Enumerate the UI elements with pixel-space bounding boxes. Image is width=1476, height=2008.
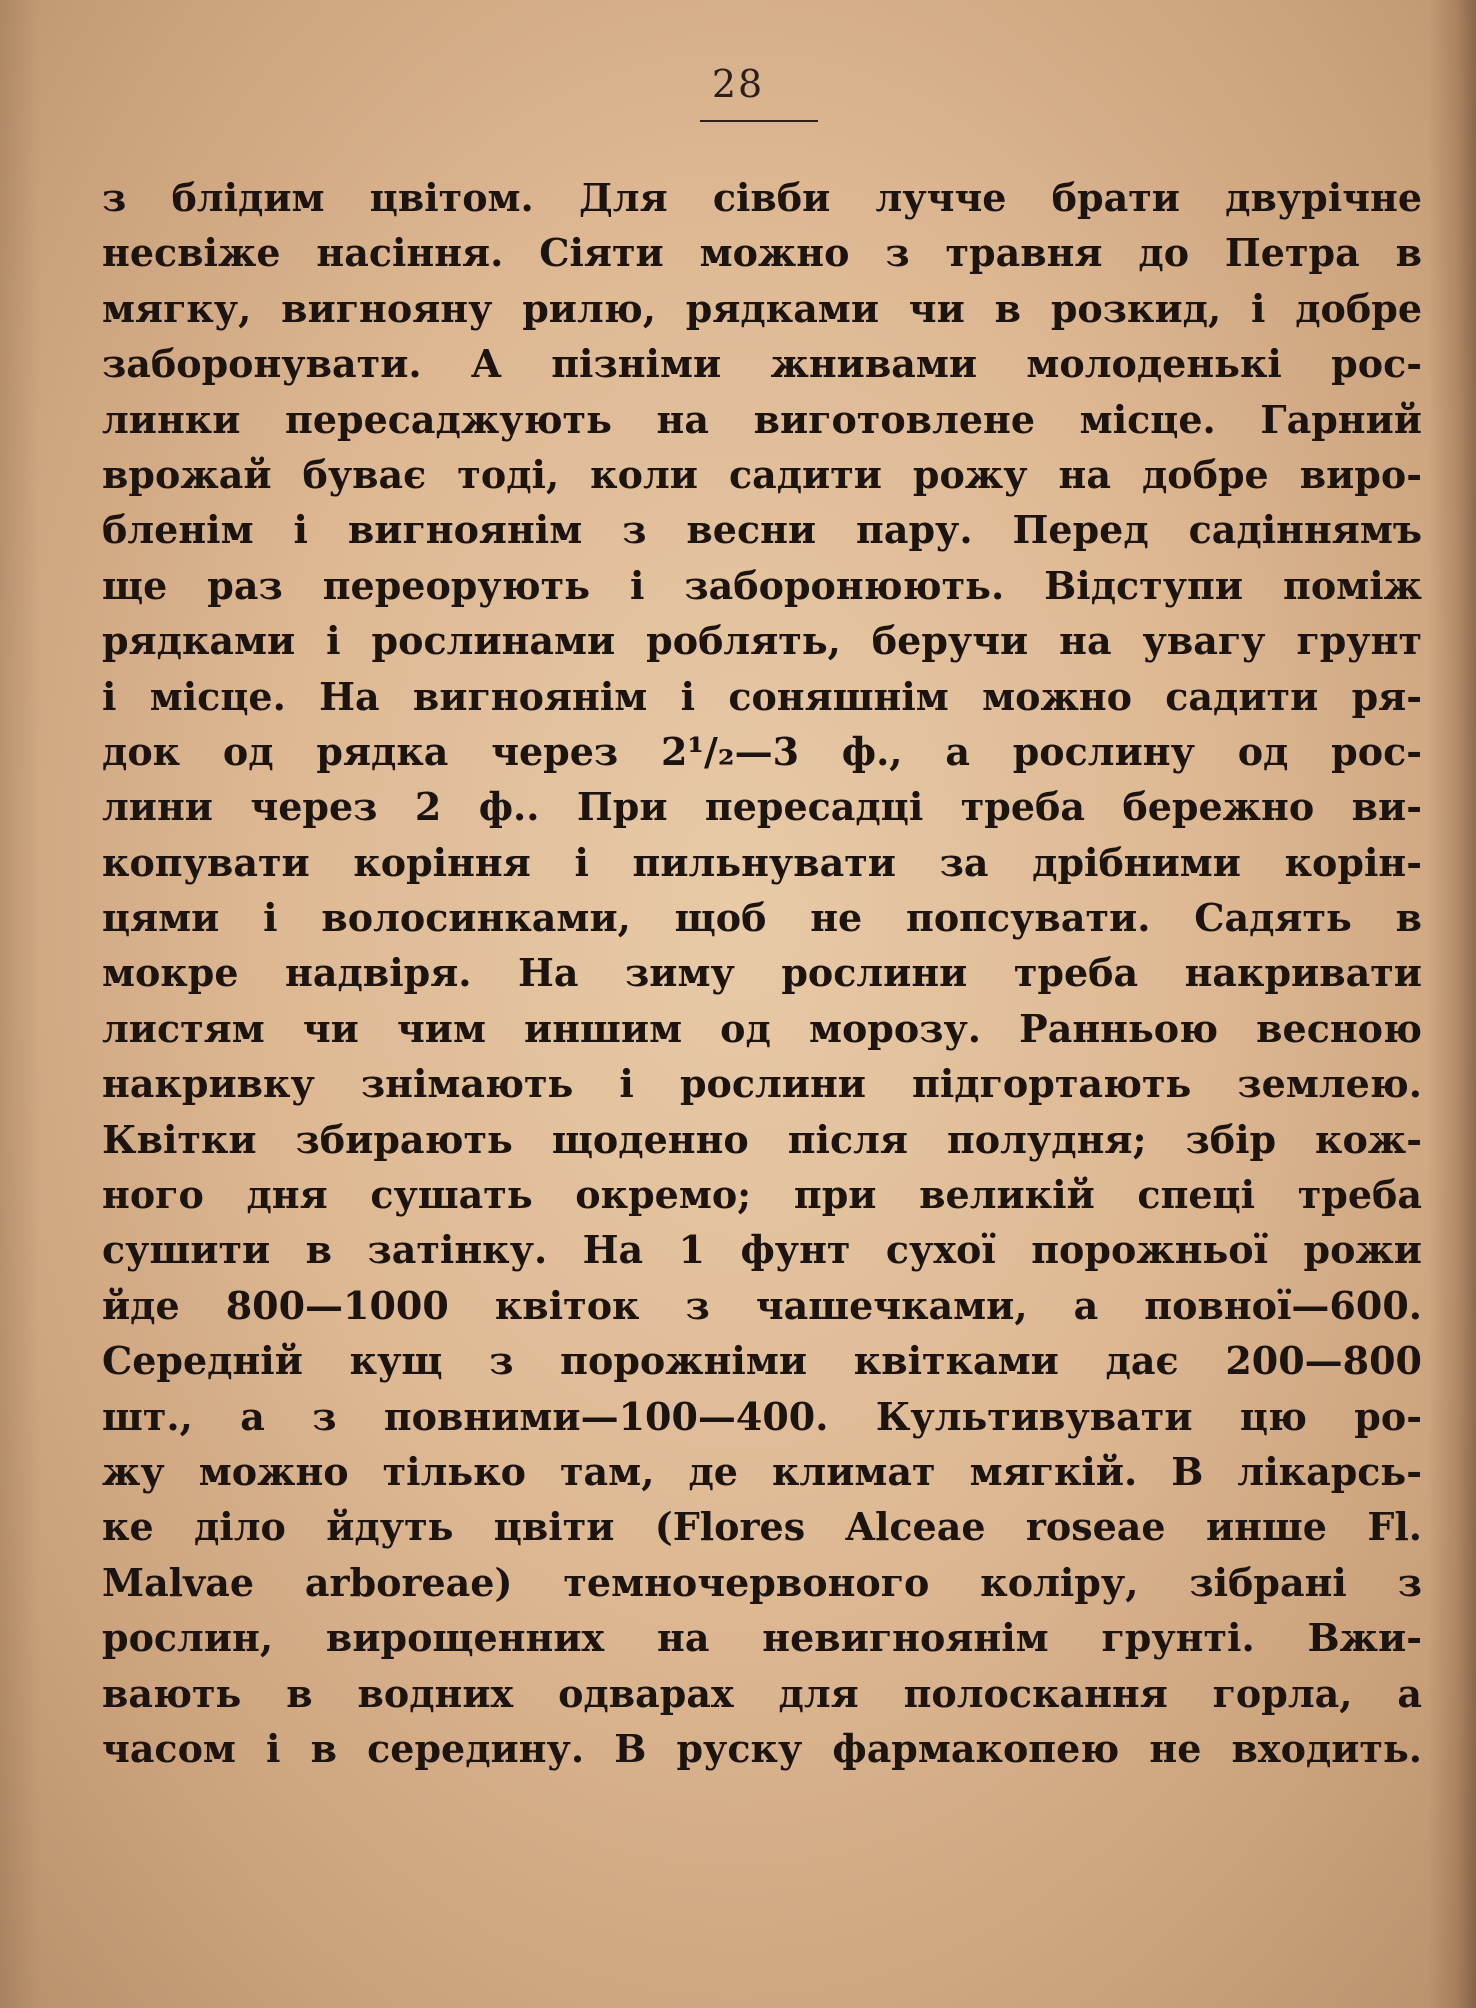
text-line: врожай буває тоді, коли садити рожу на добре виро- — [102, 451, 1422, 497]
text-line: мягку, вигнояну рилю, рядками чи в розкид, і добре — [102, 285, 1422, 331]
text-line: линки пересаджують на виготовлене місце. Гарний — [102, 396, 1422, 442]
text-line: шт., а з повними—100—400. Культивувати цю ро- — [102, 1393, 1422, 1439]
page-number-rule — [700, 120, 818, 122]
text-line: Квітки збирають щоденно після полудня; збір кож- — [102, 1116, 1422, 1162]
body-text — [102, 170, 1422, 1776]
text-line: ще раз переорують і заборонюють. Відступи поміж — [102, 562, 1422, 608]
text-line: ке діло йдуть цвіти (Flores Alceae roseae инше Fl. — [102, 1504, 1422, 1550]
text-line: лини через 2 ф.. При пересадці треба бережно ви- — [102, 784, 1422, 830]
text-line: копувати коріння і пильнувати за дрібними корін- — [102, 839, 1422, 885]
text-line: рядками і рослинами роблять, беручи на увагу грунт — [102, 618, 1422, 664]
text-line: і місце. На вигноянім і соняшнім можно садити ря- — [102, 673, 1422, 719]
page-edge-shadow-right — [1428, 0, 1476, 2008]
text-line: несвіже насіння. Сіяти можно з травня до Петра в — [102, 230, 1422, 276]
text-line: жу можно тілько там, де климат мягкій. В лікарсь- — [102, 1448, 1422, 1494]
text-line: йде 800—1000 квіток з чашечками, а повної—600. — [102, 1282, 1422, 1328]
text-line: рослин, вирощенних на невигноянім грунті. Вжи- — [102, 1615, 1422, 1661]
text-line: накривку знімають і рослини підгортають землею. — [102, 1061, 1422, 1107]
text-line: з блідим цвітом. Для сівби лучче брати двурічне — [102, 175, 1422, 220]
text-line: цями і волосинками, щоб не попсувати. Садять в — [102, 895, 1422, 941]
text-line: вають в водних одварах для полоскання горла, а — [102, 1670, 1422, 1716]
text-line: листям чи чим иншим од морозу. Ранньою весною — [102, 1005, 1422, 1051]
text-line: док од рядка через 2¹/₂—3 ф., а рослину од рос- — [102, 728, 1422, 774]
text-line: Середній кущ з порожніми квітками дає 200—800 — [102, 1338, 1422, 1384]
page-edge-shadow-left — [0, 0, 40, 2008]
text-line: сушити в затінку. На 1 фунт сухої порожньої рожи — [102, 1227, 1422, 1273]
page-number: 28 — [711, 62, 765, 106]
text-line: заборонувати. А пізніми жнивами молоденькі рос- — [102, 341, 1422, 387]
text-line: бленім і вигноянім з весни пару. Перед садіннямъ — [102, 507, 1422, 553]
text-line: Malvae arboreae) темночервоного коліру, зібрані з — [102, 1559, 1422, 1605]
text-line: часом і в середину. В руску фармакопею не входить. — [102, 1725, 1422, 1771]
text-line: ного дня сушать окремо; при великій спеці треба — [102, 1172, 1422, 1218]
text-line: мокре надвіря. На зиму рослини треба накривати — [102, 950, 1422, 996]
